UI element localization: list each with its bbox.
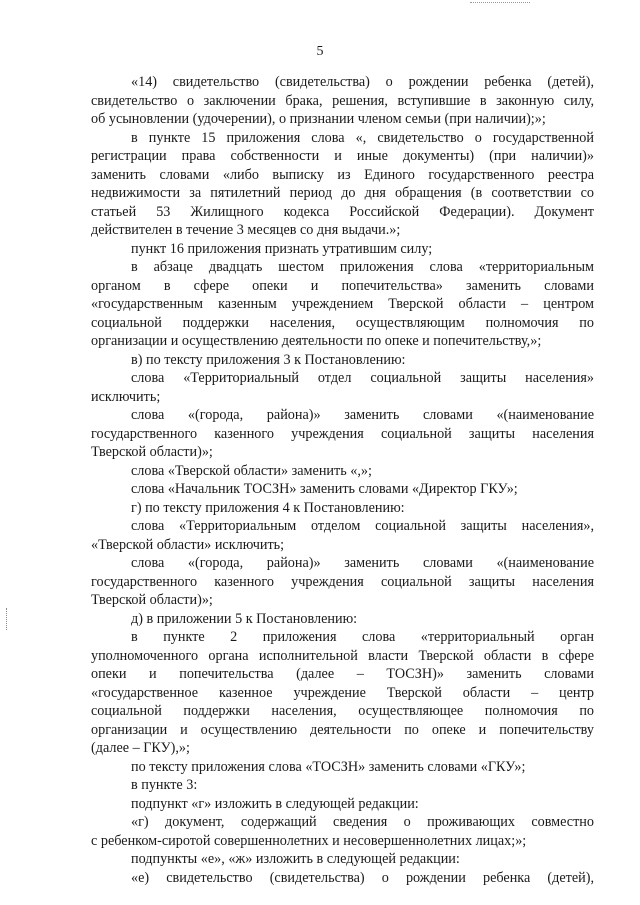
text-line: статьей 53 Жилищного кодекса Российской Федерации). Документ [91,203,594,220]
text-line: исключить; [91,388,161,405]
text-line: подпункты «е», «ж» изложить в следующей редакции: [131,851,460,867]
text-line: «Тверской области» исключить; [91,536,285,553]
text-line: слова «Территориальным отделом социальной защиты населения», [131,518,594,534]
text-line: заменить словами «либо выписку из Единого государственного реестра [91,166,594,183]
text-line: г) по тексту приложения 4 к Постановлению: [131,499,405,516]
text-line: в пункте 15 приложения слова «, свидетельство о государственной [131,129,594,146]
text-line: в пункте 3: [131,777,198,793]
text-line: слова «Тверской области» заменить «,»; [131,462,372,479]
text-line: слова «(города, района)» заменить словами «(наименование [131,555,594,571]
text-line: об усыновлении (удочерении), о признании членом семьи (при наличии);»; [91,111,546,127]
text-line: «государственное казенное учреждение Тверской области – центр [91,684,594,701]
text-line: слова «Начальник ТОСЗН» заменить словами «Директор ГКУ»; [131,481,518,497]
text-line: «е) свидетельство (свидетельства) о рождении ребенка (детей), [131,869,594,886]
text-line: с ребенком-сиротой совершеннолетних и несовершеннолетних лицах;»; [91,832,527,849]
page-number: 5 [316,44,324,59]
text-line: по тексту приложения слова «ТОСЗН» заменить словами «ГКУ»; [131,758,526,775]
text-line: Тверской области)»; [91,444,213,460]
text-line: слова «Территориальный отдел социальной защиты населения» [131,370,594,386]
text-line: свидетельство о заключении брака, решения, вступившие в законную силу, [91,92,594,109]
text-line: опеки и попечительства (далее – ТОСЗН)» заменить словами [91,666,594,682]
text-line: организации и осуществлению деятельности по опеке и попечительству,»; [91,333,542,349]
text-line: в) по тексту приложения 3 к Постановлению: [131,351,406,368]
text-line: государственного казенного учреждения социальной защиты населения [91,573,594,590]
text-line: социальной поддержки населения, осуществляющим полномочия по [91,314,594,331]
text-line: «г) документ, содержащий сведения о проживающих совместно [131,814,594,830]
text-line: Тверской области)»; [91,592,213,608]
text-line: подпункт «г» изложить в следующей редакции: [131,795,419,812]
text-line: недвижимости за пятилетний период до дня обращения (в соответствии со [91,185,594,201]
text-line: слова «(города, района)» заменить словами «(наименование [131,407,594,423]
text-line: органом в сфере опеки и попечительства» заменить словами [91,277,594,294]
text-line: государственного казенного учреждения социальной защиты населения [91,425,594,442]
document-body [91,73,594,887]
text-line: уполномоченного органа исполнительной власти Тверской области в сфере [91,647,594,664]
text-line: в абзаце двадцать шестом приложения слова «территориальным [131,259,594,275]
text-line: организации и осуществлению деятельности по опеке и попечительству [91,721,594,738]
text-line: пункт 16 приложения признать утратившим силу; [131,240,433,257]
text-line: действителен в течение 3 месяцев со дня выдачи.»; [91,222,401,238]
text-line: д) в приложении 5 к Постановлению: [131,610,358,627]
text-line: в пункте 2 приложения слова «территориальный орган [131,629,594,645]
scan-artifact-left [6,608,8,630]
text-line: «14) свидетельство (свидетельства) о рождении ребенка (детей), [131,74,594,90]
text-line: (далее – ГКУ),»; [91,740,190,756]
scan-artifact-top [470,2,530,4]
text-line: «государственным казенным учреждением Тверской области – центром [91,296,594,312]
text-line: регистрации права собственности и иные документы) (при наличии)» [91,148,594,164]
text-line: социальной поддержки населения, осуществляющее полномочия по [91,703,594,719]
